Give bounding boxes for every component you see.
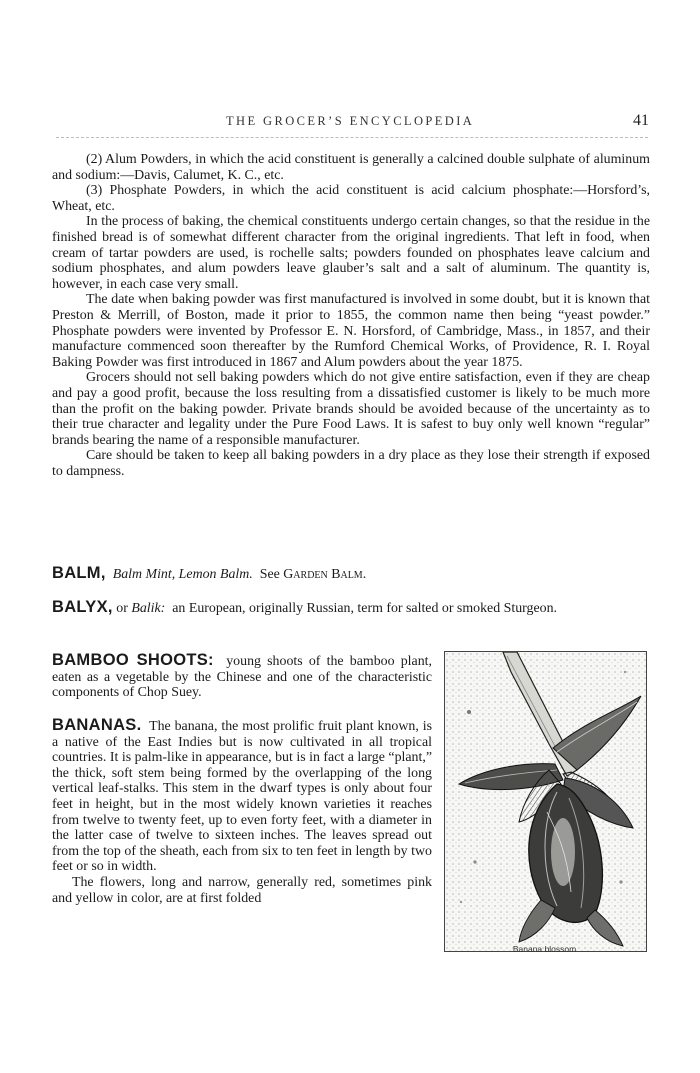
banana-blossom-illustration xyxy=(444,651,647,952)
bananas-definition: The banana, the most prolific fruit plant known, is a native of the East Indies but is now cultivated in all tropical countries. It is palm-like in appearance, but is in fact a large “plant,” the thick, soft stem being formed by the overlapping of the long vertical leaf-stalks. This stem in the dwarf types is only about four feet in height, but in the most widely known varieties it reaches from twelve to twenty feet, up to even forty feet, with a diameter in the latter case of twelve to sixteen inches. The leaves spread out from the top of the sheath, each from six to ten feet in length by two feet or so in width. xyxy=(52,719,432,875)
balyx-definition: an European, originally Russian, term for salted or smoked Sturgeon. xyxy=(172,601,557,616)
paragraph-phosphate-powders: (3) Phosphate Powders, in which the acid constituent is acid calcium phosphate:—Horsford’s, Wheat, etc. xyxy=(52,183,650,214)
running-head xyxy=(0,112,700,134)
paragraph-alum-powders: (2) Alum Powders, in which the acid constituent is generally a calcined double sulphate of aluminum and sodium:—Davis, Calumet, K. C., etc. xyxy=(52,152,650,183)
bananas-paragraph xyxy=(52,718,432,875)
entry-balyx xyxy=(52,600,650,617)
balyx-variant: Balik: xyxy=(131,601,166,616)
running-title: THE GROCER’S ENCYCLOPEDIA xyxy=(226,114,475,128)
paragraph-storage: Care should be taken to keep all baking powders in a dry place as they lose their strength if exposed to dampness. xyxy=(52,448,650,479)
balm-cross-reference: Garden Balm. xyxy=(283,567,367,582)
headword-balyx: BALYX, xyxy=(52,598,113,616)
figure-caption: Banana blossom xyxy=(512,944,577,954)
entry-bananas xyxy=(52,718,432,906)
banana-blossom-drawing xyxy=(445,652,646,951)
balm-synonyms: Balm Mint, Lemon Balm. xyxy=(112,567,253,582)
baking-powder-continuation xyxy=(52,152,650,479)
paragraph-grocers-advice: Grocers should not sell baking powders which do not give entire satisfaction, even if they are cheap and pay a good profit, because the loss resulting from a dissatisfied customer is likely to be much more than the profit on the baking powder. Private brands should be avoided because of the uncertainty as to their true character and legality under the Pure Food Laws. It is safest to buy only well known “regular” brands bearing the name of a responsible manufacturer. xyxy=(52,370,650,448)
headword-balm: BALM, xyxy=(52,564,106,582)
bananas-continuation: The flowers, long and narrow, generally red, sometimes pink and yellow in color, are at first folded xyxy=(52,874,432,906)
page-number: 41 xyxy=(633,112,649,129)
balm-see: See xyxy=(259,567,280,582)
balyx-or: or xyxy=(116,601,128,616)
paragraph-baking-process: In the process of baking, the chemical constituents undergo certain changes, so that the residue in the finished bread is of somewhat different character from the original ingredients. That left in food, when cream of tartar powders are used, is rochelle salts; powders founded on phosphates leave calcium and sodium phosphates, and alum powders leave glauber’s salt and a salt of aluminum. The quantity is, however, in each case very small. xyxy=(52,214,650,292)
entry-balm xyxy=(52,566,650,583)
header-rule xyxy=(56,137,648,138)
paragraph-history: The date when baking powder was first manufactured is involved in some doubt, but it is known that Preston & Merrill, of Boston, made it prior to 1855, the common name then being “yeast powder.” Phosphate powders were invented by Professor E. N. Horsford, of Cambridge, Mass., in 1857, and their manufacture commenced soon thereafter by the Rumford Chemical Works, of Providence, R. I. Royal Baking Powder was first introduced in 1867 and Alum powders about the year 1875. xyxy=(52,292,650,370)
headword-bamboo-shoots: BAMBOO SHOOTS: xyxy=(52,651,214,669)
bamboo-definition: young shoots of the bamboo plant, eaten as a vegetable by the Chinese and one of the characteristic components of Chop Suey. xyxy=(52,654,432,701)
headword-bananas: BANANAS. xyxy=(52,716,142,734)
entry-bamboo-shoots xyxy=(52,653,432,701)
